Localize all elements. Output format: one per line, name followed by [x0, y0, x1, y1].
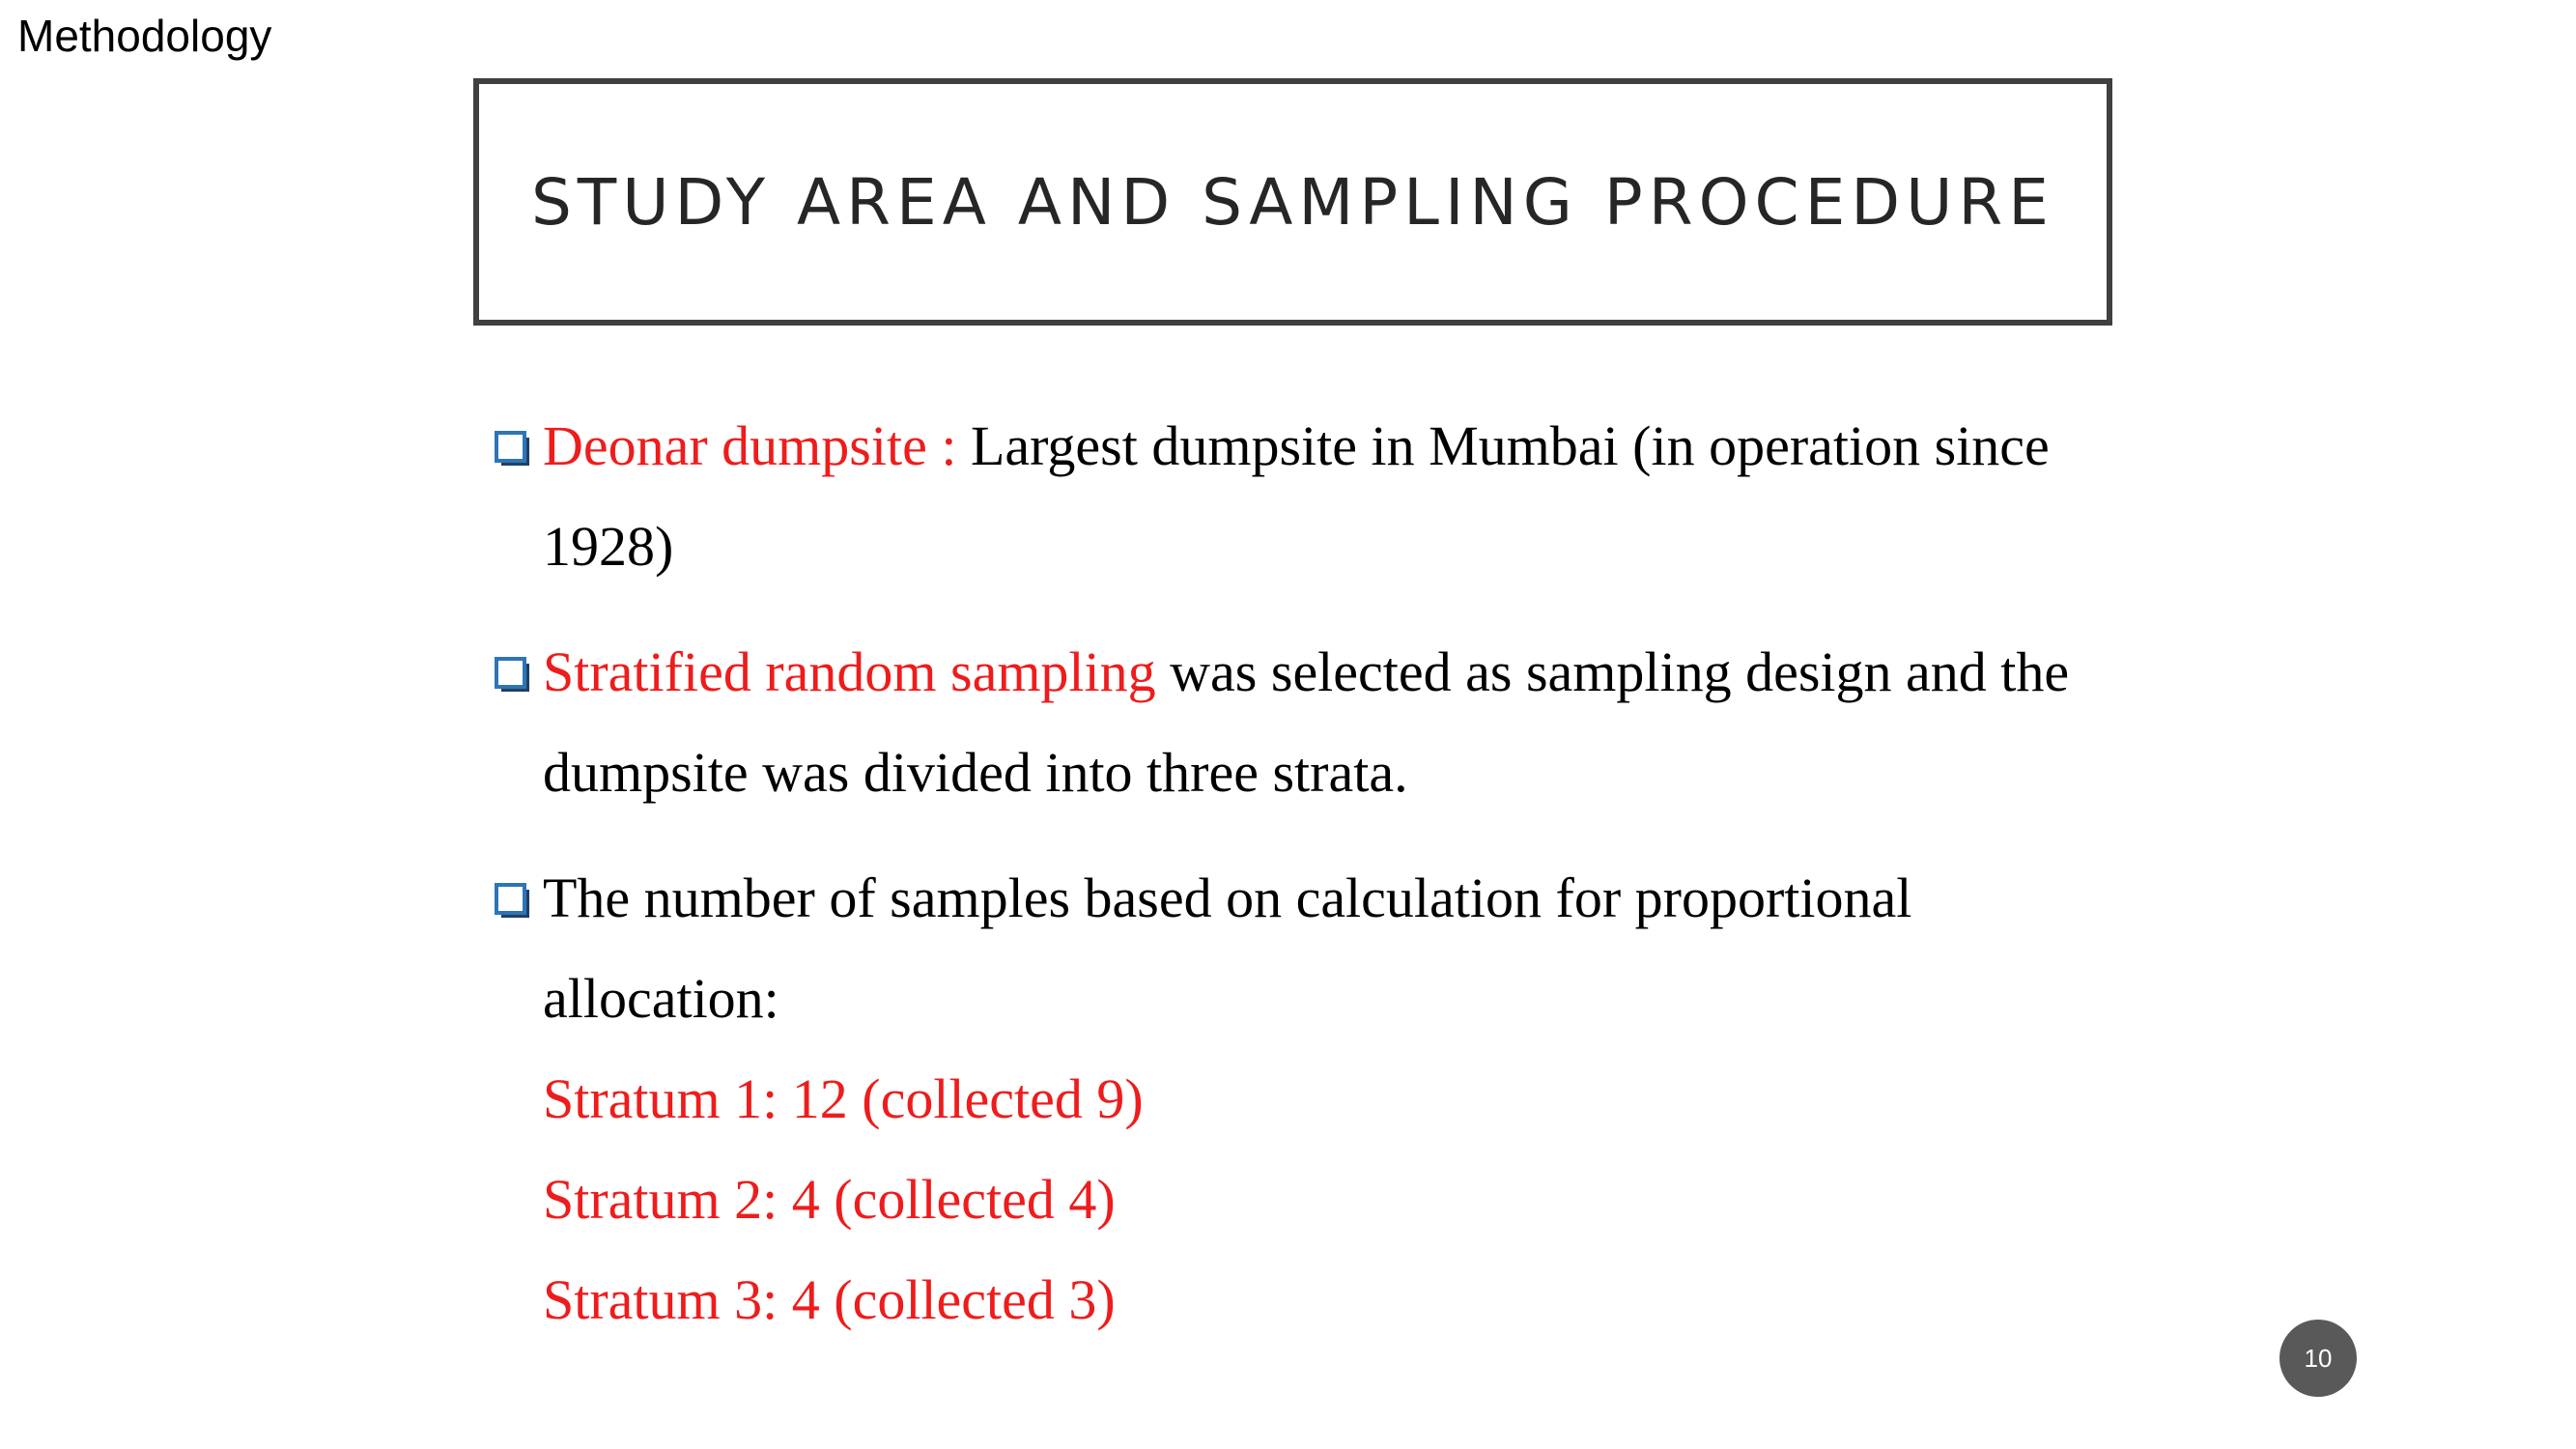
bullet-highlight: Stratified random sampling [543, 640, 1156, 703]
bullet-item [495, 848, 2156, 1049]
stratum-item: Stratum 1: 12 (collected 9) [543, 1067, 1144, 1130]
stratum-item: Stratum 2: 4 (collected 4) [543, 1168, 1116, 1231]
checkbox-bullet-icon [495, 657, 531, 694]
strata-list [495, 1049, 2156, 1350]
bullet-item [495, 396, 2156, 597]
section-label: Methodology [17, 11, 272, 61]
bullet-text: The number of samples based on calculation for proportional allocation: [543, 867, 1912, 1030]
checkbox-bullet-icon [495, 431, 531, 468]
checkbox-bullet-icon [495, 883, 531, 920]
bullet-text: was selected as sampling design and the dumpsite was divided into three strata. [543, 640, 2070, 804]
slide-content [495, 396, 2156, 1350]
slide-title: STUDY AREA AND SAMPLING PROCEDURE [530, 164, 2054, 240]
page-number-badge: 10 [2279, 1320, 2357, 1397]
stratum-item: Stratum 3: 4 (collected 3) [543, 1268, 1116, 1331]
bullet-highlight: Deonar dumpsite : [543, 414, 971, 477]
bullet-item [495, 622, 2156, 823]
title-box [473, 78, 2112, 326]
bullet-text: Largest dumpsite in Mumbai (in operation since 1928) [543, 414, 2050, 578]
